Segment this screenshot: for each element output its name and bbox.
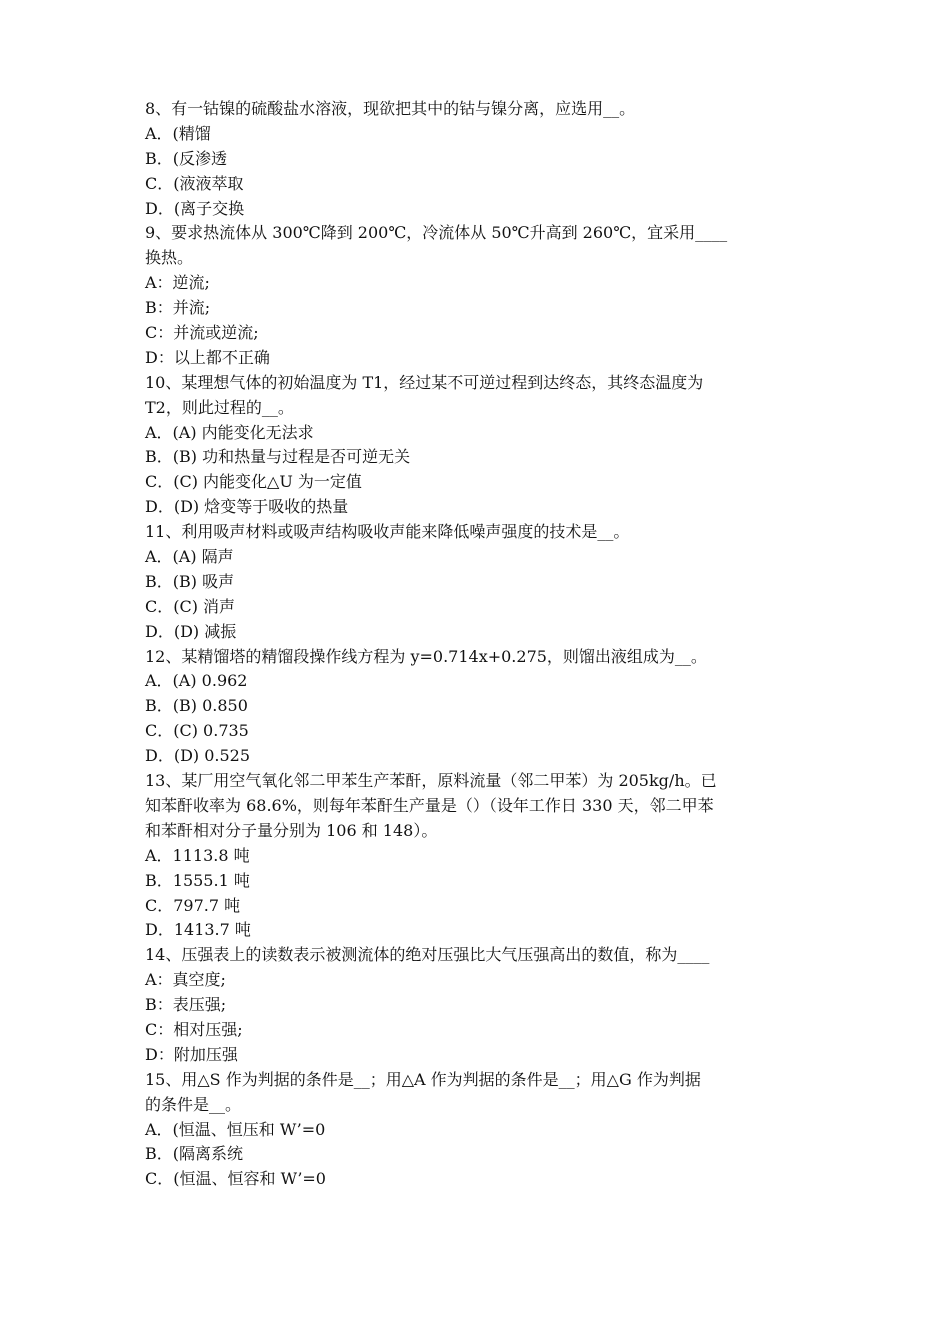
answer-option: C．(C) 消声 xyxy=(145,596,236,616)
question-text-line: 9、要求热流体从 300℃降到 200℃，冷流体从 50℃升高到 260℃，宜采用____ xyxy=(145,223,728,243)
answer-option: A：真空度; xyxy=(145,970,226,990)
question-block xyxy=(145,1068,810,1192)
question-text-line: 和苯酐相对分子量分别为 106 和 148）。 xyxy=(145,820,438,840)
answer-option: B：表压强; xyxy=(145,995,227,1015)
question-block xyxy=(145,520,810,644)
question-text-line: 10、某理想气体的初始温度为 T1，经过某不可逆过程到达终态，其终态温度为 xyxy=(145,372,704,392)
answer-option: B．(隔离系统 xyxy=(145,1144,244,1164)
question-text-line: 8、有一钴镍的硫酸盐水溶液，现欲把其中的钴与镍分离，应选用__。 xyxy=(145,99,636,118)
answer-option: B：并流; xyxy=(145,298,211,318)
answer-option: A．1113.8 吨 xyxy=(145,845,250,865)
answer-option: B．(反渗透 xyxy=(145,148,228,168)
answer-option: B．(B) 0.850 xyxy=(145,696,248,716)
question-text-line: 13、某厂用空气氧化邻二甲苯生产苯酐，原料流量（邻二甲苯）为 205kg/h。已 xyxy=(145,771,717,791)
answer-option: A．(A) 内能变化无法求 xyxy=(145,422,314,442)
answer-option: C．(C) 0.735 xyxy=(145,721,249,741)
question-block xyxy=(145,943,810,1067)
question-text-line: 11、利用吸声材料或吸声结构吸收声能来降低噪声强度的技术是__。 xyxy=(145,522,630,542)
answer-option: D．(D) 0.525 xyxy=(145,746,251,766)
answer-option: A．(A) 0.962 xyxy=(145,671,248,691)
question-text-line: T2，则此过程的__。 xyxy=(145,397,294,417)
answer-option: B．1555.1 吨 xyxy=(145,870,250,890)
answer-option: D．(离子交换 xyxy=(145,198,245,218)
document-body xyxy=(145,97,810,1192)
answer-option: A．(精馏 xyxy=(145,123,211,143)
question-text-line: 的条件是__。 xyxy=(145,1094,242,1114)
question-block xyxy=(145,97,810,221)
answer-option: C．(恒温、恒容和 W’=0 xyxy=(145,1169,326,1189)
question-text-line: 换热。 xyxy=(145,248,194,268)
question-text-line: 12、某精馏塔的精馏段操作线方程为 y=0.714x+0.275，则馏出液组成为__。 xyxy=(145,646,707,666)
answer-option: C．(液液萃取 xyxy=(145,173,244,193)
question-block xyxy=(145,371,810,520)
question-block xyxy=(145,769,810,943)
question-text-line: 14、压强表上的读数表示被测流体的绝对压强比大气压强高出的数值，称为____ xyxy=(145,945,710,965)
answer-option: C．(C) 内能变化△U 为一定值 xyxy=(145,472,362,492)
question-text-line: 知苯酐收率为 68.6%，则每年苯酐生产量是（）（设年工作日 330 天，邻二甲苯 xyxy=(145,795,714,815)
answer-option: D：附加压强 xyxy=(145,1044,238,1064)
answer-option: D．(D) 焓变等于吸收的热量 xyxy=(145,497,349,517)
answer-option: D．(D) 减振 xyxy=(145,621,237,641)
question-text-line: 15、用△S 作为判据的条件是__；用△A 作为判据的条件是__；用△G 作为判据 xyxy=(145,1069,701,1089)
answer-option: D：以上都不正确 xyxy=(145,347,270,367)
question-block xyxy=(145,645,810,769)
question-block xyxy=(145,221,810,370)
answer-option: A．(恒温、恒压和 W’=0 xyxy=(145,1119,326,1139)
answer-option: A：逆流; xyxy=(145,273,210,293)
answer-option: B．(B) 吸声 xyxy=(145,571,235,591)
answer-option: C：并流或逆流; xyxy=(145,323,259,343)
answer-option: B．(B) 功和热量与过程是否可逆无关 xyxy=(145,447,411,467)
answer-option: C：相对压强; xyxy=(145,1019,243,1039)
answer-option: D．1413.7 吨 xyxy=(145,920,251,940)
answer-option: C．797.7 吨 xyxy=(145,895,241,915)
answer-option: A．(A) 隔声 xyxy=(145,547,234,567)
